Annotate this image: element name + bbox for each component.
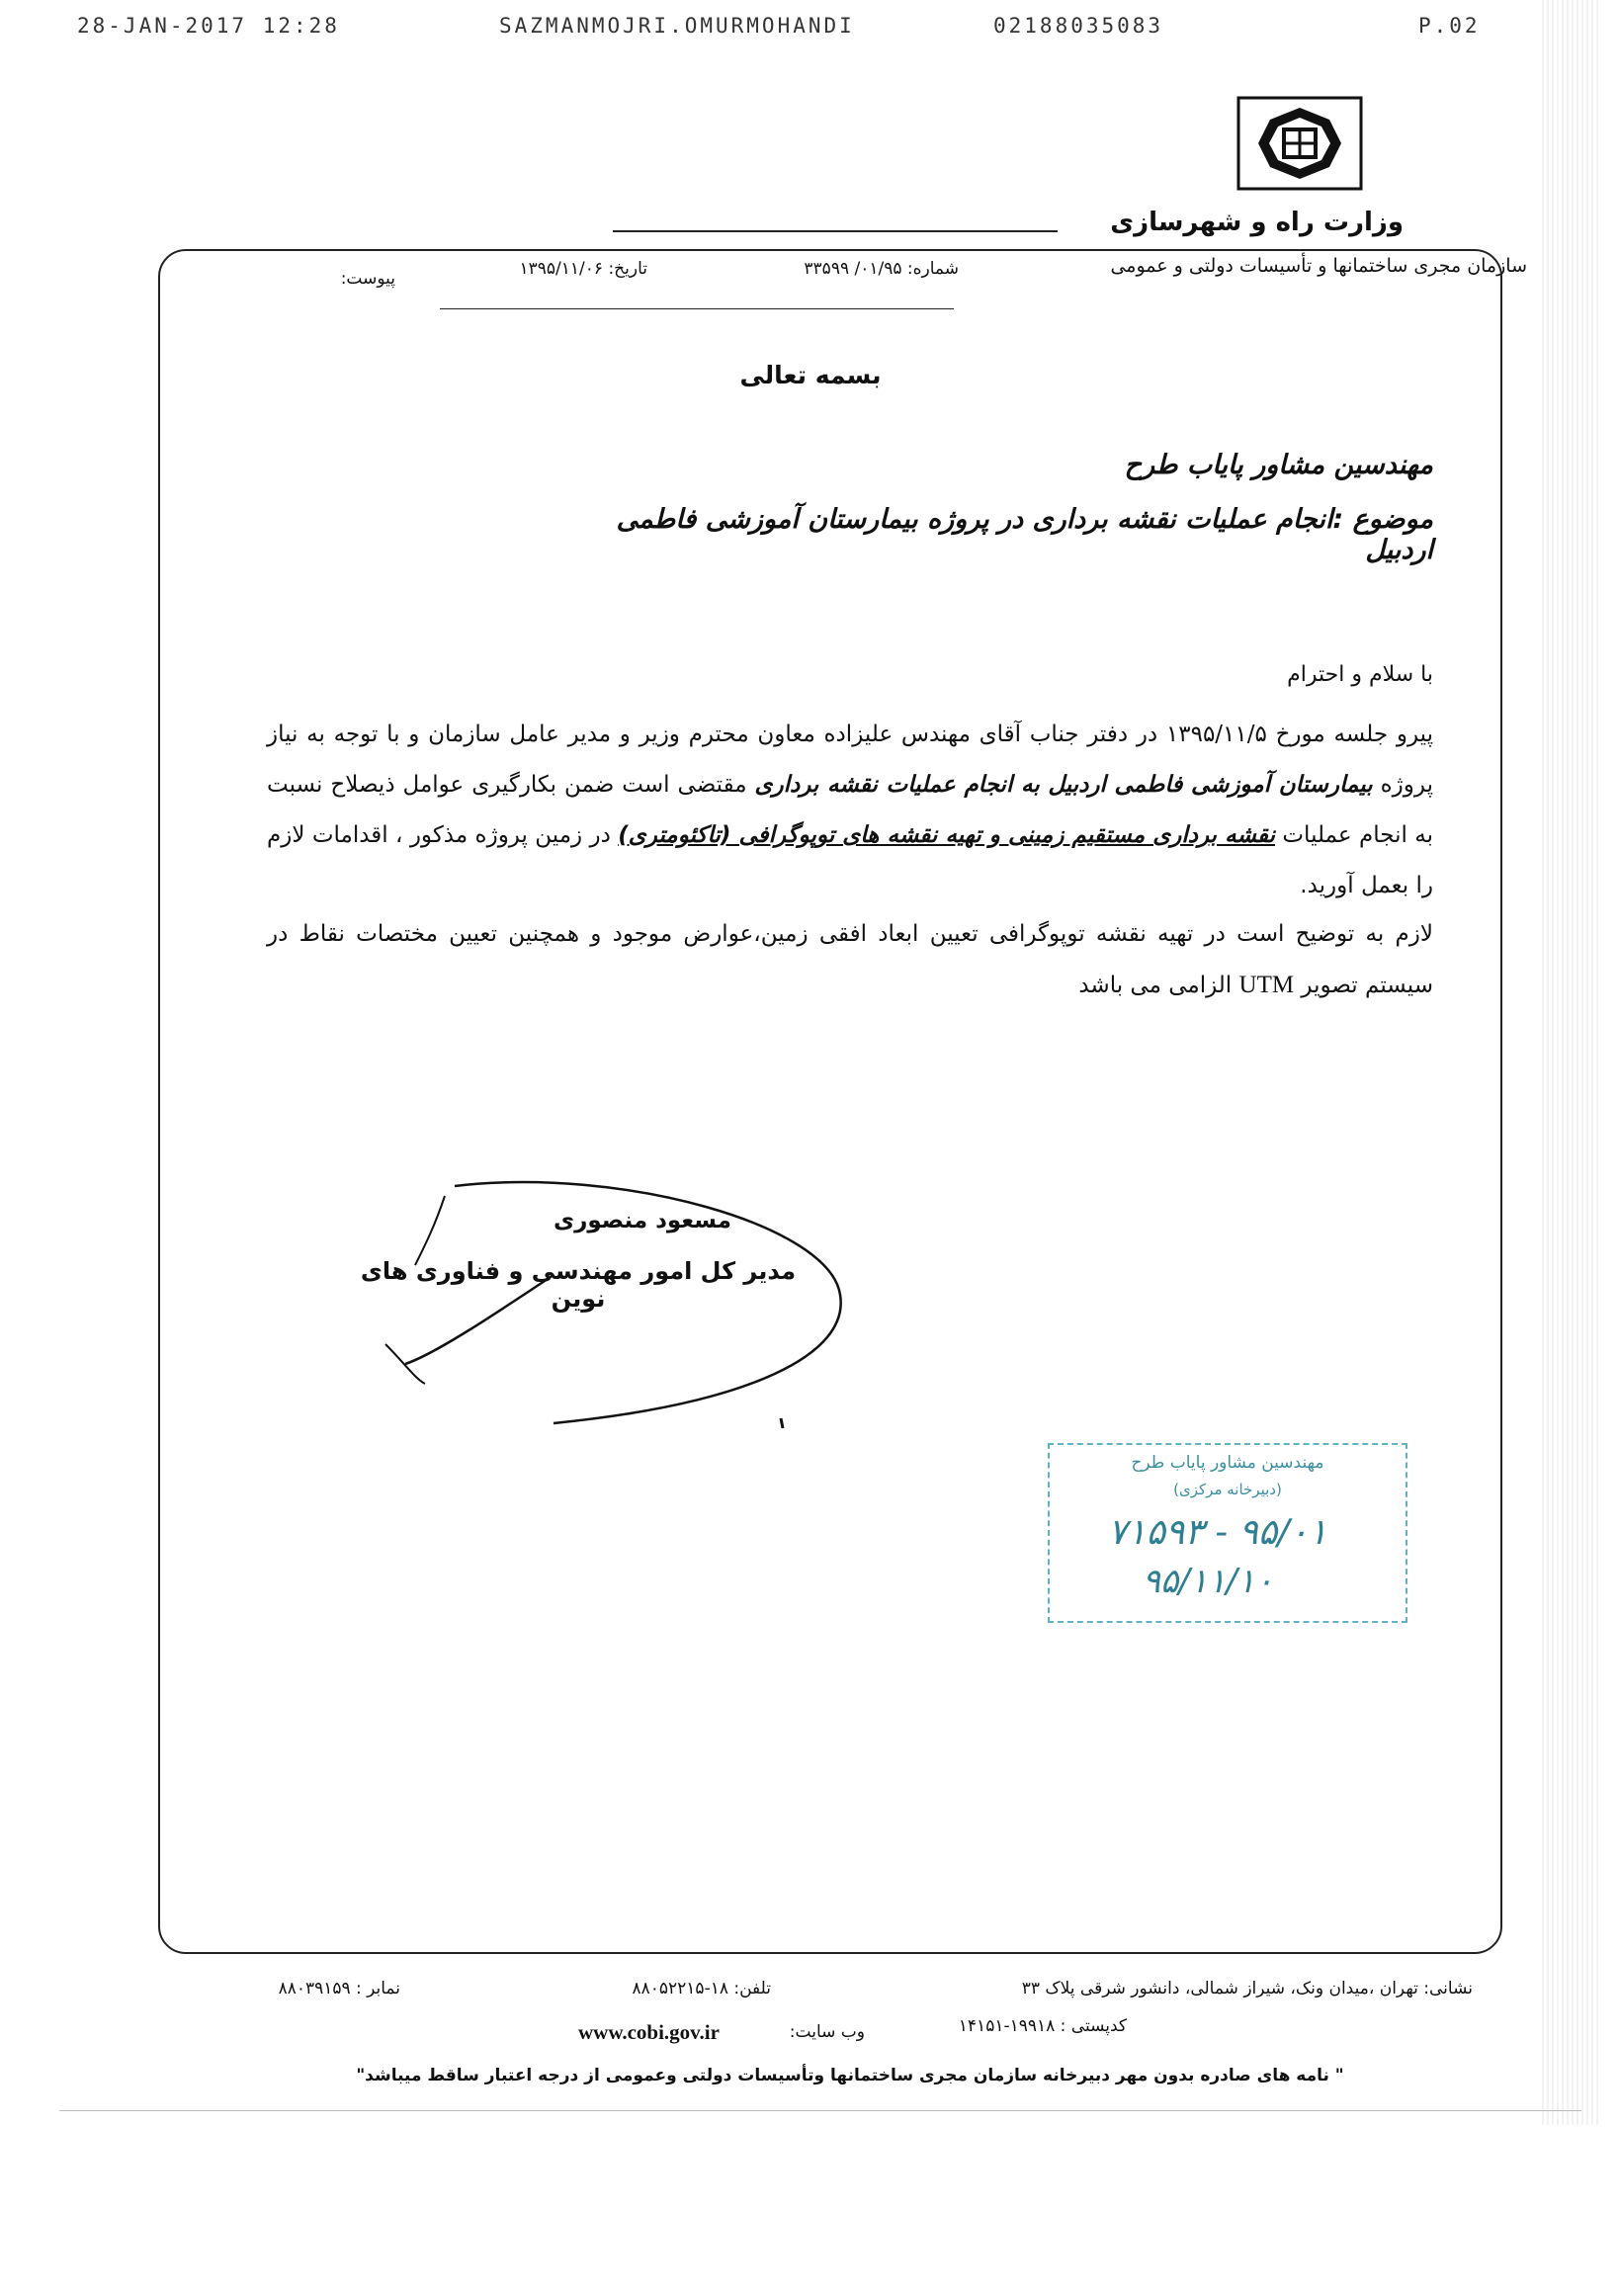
date-label: تاریخ: xyxy=(608,259,647,279)
footer-rule xyxy=(59,2110,1581,2111)
fax-sender: SAZMANMOJRI.OMURMOHANDI xyxy=(499,14,855,38)
scan-noise xyxy=(1542,0,1601,2125)
organization-name: سازمان مجری ساختمانها و تأسیسات دولتی و عمومی xyxy=(1110,255,1527,277)
signatory-title: مدیر کل امور مهندسی و فناوری های نوین xyxy=(360,1257,797,1313)
footer-phone: تلفن: ۱۸-۸۸۰۵۲۲۱۵ xyxy=(632,1979,771,1998)
recipient: مهندسین مشاور پایاب طرح xyxy=(1124,450,1433,480)
footer-postcode: کدپستی : ۱۹۹۱۸-۱۴۱۵۱ xyxy=(958,2016,1127,2036)
p1-emphasis: بیمارستان آموزشی فاطمی اردبیل به انجام عملیات نقشه برداری xyxy=(754,772,1373,798)
ministry-logo xyxy=(1231,94,1369,193)
p1-underlined: نقشه برداری مستقیم زمینی و تهیه نقشه های توپوگرافی (تاکئومتری) xyxy=(618,822,1276,848)
stamp-line-2: (دبیرخانه مرکزی) xyxy=(1173,1481,1282,1498)
number-value: ۰۱/۹۵/ ۳۳۵۹۹ xyxy=(804,259,902,279)
footer-fax: نمابر : ۸۸۰۳۹۱۵۹ xyxy=(278,1979,400,1998)
fax-phone: 02188035083 xyxy=(993,14,1164,38)
stamp-number: ۷۱۵۹۳ - ۹۵/۰۱ xyxy=(1107,1512,1328,1553)
paragraph-2 xyxy=(267,909,1433,1011)
stamp-date: ۹۵/۱۱/۱۰ xyxy=(1142,1562,1274,1601)
subject: موضوع :انجام عملیات نقشه برداری در پروژه بیمارستان آموزشی فاطمی اردبیل xyxy=(616,504,1433,565)
p2-utm: UTM xyxy=(1238,972,1295,998)
p2-text-a: لازم به توضیح است در تهیه نقشه توپوگرافی تعیین ابعاد افقی زمین،عوارض موجود و همچنین تعیین مختصات نقاط در سیستم تصویر xyxy=(267,921,1433,998)
ministry-name: وزارت راه و شهرسازی xyxy=(1110,208,1404,237)
p2-text-b: الزامی می باشد xyxy=(1078,973,1233,998)
fax-datetime: 28-JAN-2017 12:28 xyxy=(77,14,340,38)
greeting: با سلام و احترام xyxy=(1287,662,1433,687)
p1-text-e: در زمین پروژه مذکور ، اقدامات لازم را بعمل آورید. xyxy=(267,822,1433,898)
paragraph-1 xyxy=(267,710,1433,911)
date-value: ۱۳۹۵/۱۱/۰۶ xyxy=(519,259,604,279)
basmala: بسمه تعالی xyxy=(739,361,882,389)
fax-page: P.02 xyxy=(1418,14,1481,38)
stamp-line-1: مهندسین مشاور پایاب طرح xyxy=(1131,1453,1324,1473)
p1-text-c: مقتضی است ضمن بکارگیری عوامل ذیصلاح نسبت به انجام عملیات xyxy=(267,772,1434,848)
signatory-name: مسعود منصوری xyxy=(554,1208,731,1233)
attachment-label: پیوست: xyxy=(340,269,395,289)
p1-text-a: پیرو جلسه مورخ ۱۳۹۵/۱۱/۵ در دفتر جناب آقای مهندس علیزاده معاون محترم وزیر و مدیر عامل سازمان و با توجه به نیاز پروژه xyxy=(267,722,1433,798)
footer-website-label: وب سایت: xyxy=(789,2022,865,2042)
footer-website: www.cobi.gov.ir xyxy=(578,2020,720,2044)
received-stamp xyxy=(1048,1443,1407,1623)
footer-address: نشانی: تهران ،میدان ونک، شیراز شمالی، دانشور شرقی پلاک ۳۳ xyxy=(1021,1979,1473,1998)
footer-notice: " نامه های صادره بدون مهر دبیرخانه سازمان مجری ساختمانها وتأسیسات دولتی وعمومی از درجه اعتبار ساقط میباشد" xyxy=(356,2066,1344,2085)
number-label: شماره: xyxy=(906,259,959,279)
letterhead-rule xyxy=(613,230,1058,232)
